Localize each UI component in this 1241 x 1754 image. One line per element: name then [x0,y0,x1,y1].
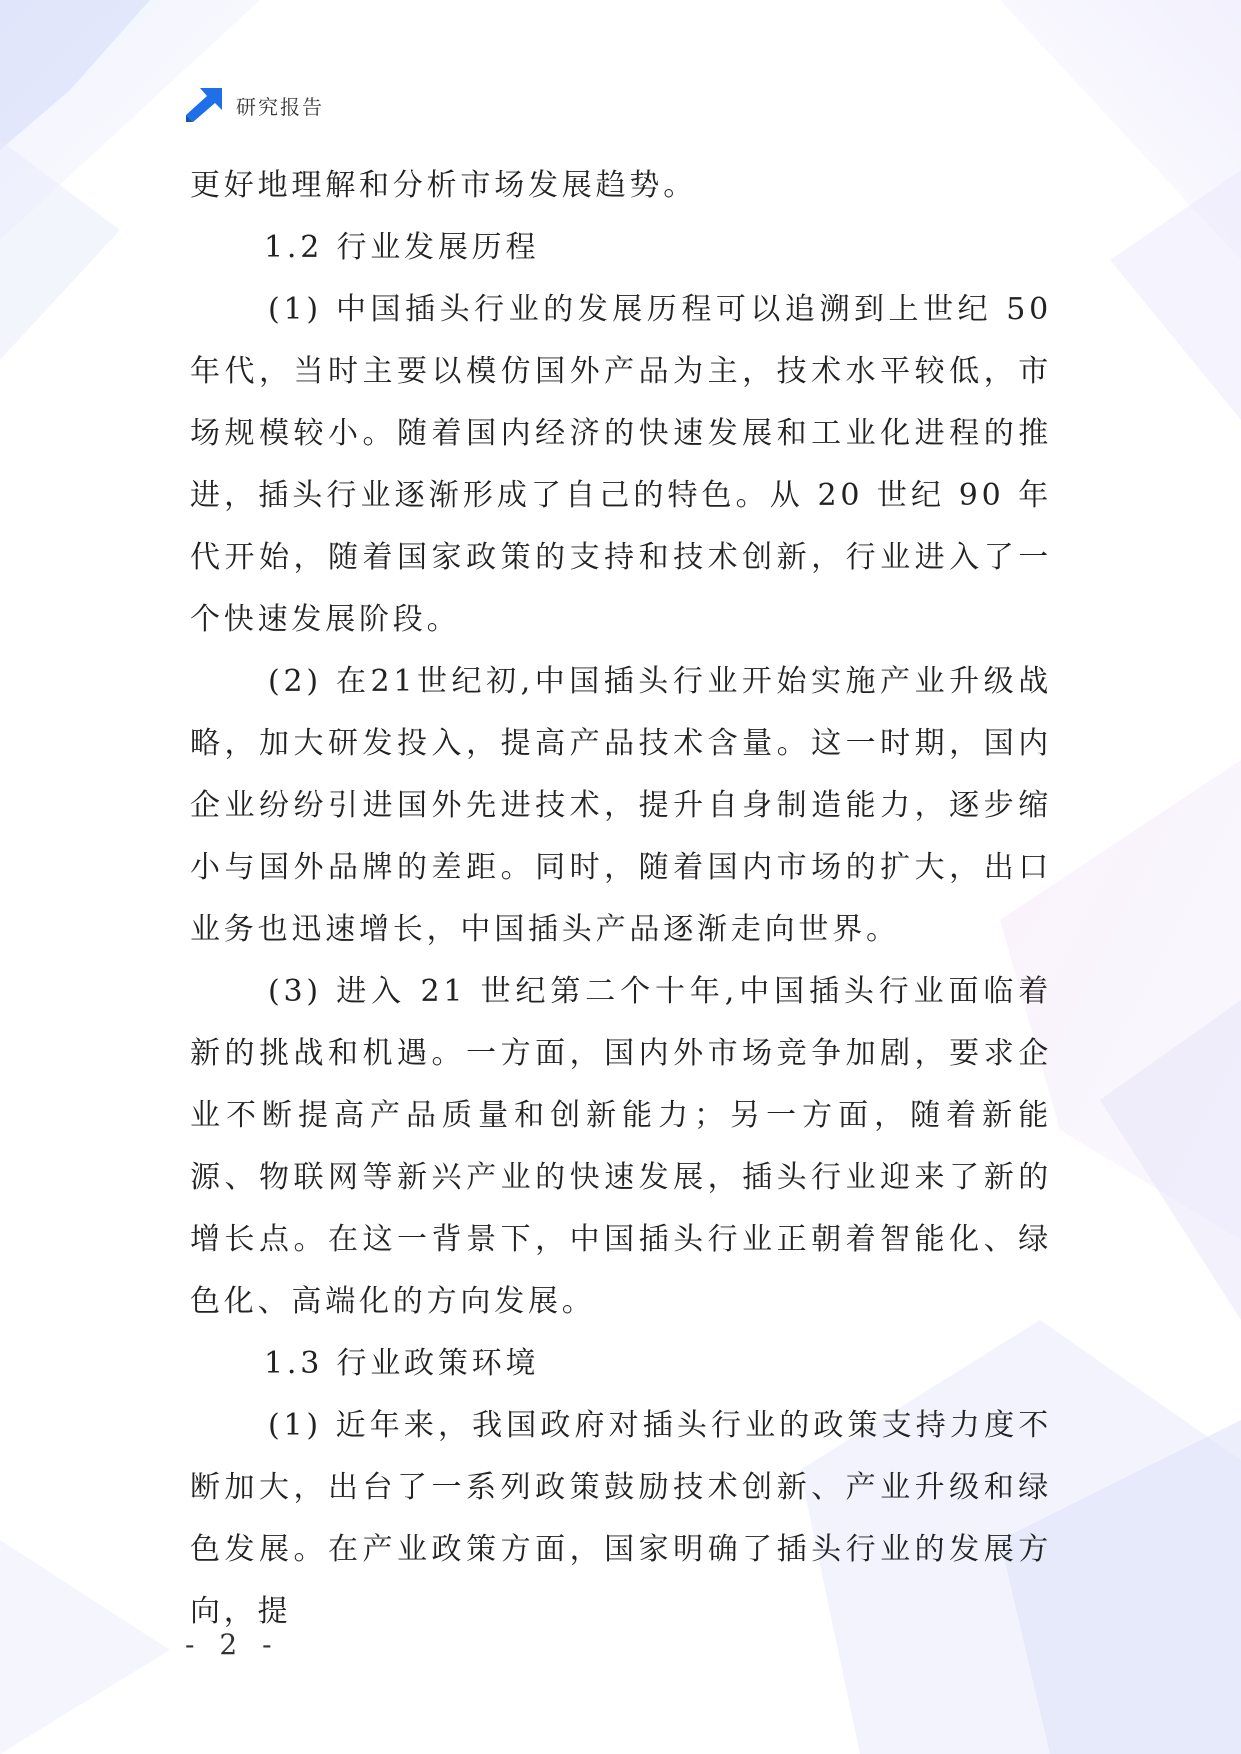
report-body [190,155,1052,1643]
header-title: 研究报告 [236,94,324,119]
paragraph: (3) 进入 21 世纪第二个十年,中国插头行业面临着新的挑战和机遇。一方面，国内外市场竞争加剧，要求企业不断提高产品质量和创新能力；另一方面，随着新能源、物联网等新兴产业的快速发展，插头行业迎来了新的增长点。在这一背景下，中国插头行业正朝着智能化、绿色化、高端化的方向发展。 [190,974,1052,1319]
section-heading-1-3: 1.3 行业政策环境 [264,1346,540,1381]
intro-continuation: 更好地理解和分析市场发展趋势。 [190,168,697,203]
section-heading-1-2: 1.2 行业发展历程 [264,230,540,265]
paragraph: (1) 近年来，我国政府对插头行业的政策支持力度不断加大，出台了一系列政策鼓励技术创新、产业升级和绿色发展。在产业政策方面，国家明确了插头行业的发展方向，提 [190,1408,1052,1629]
report-header [186,88,324,122]
arrow-up-right-icon [186,88,222,122]
paragraph: (1) 中国插头行业的发展历程可以追溯到上世纪 50 年代，当时主要以模仿国外产品为主，技术水平较低，市场规模较小。随着国内经济的快速发展和工业化进程的推进，插头行业逐渐形成了自己的特色。从 20 世纪 90 年代开始，随着国家政策的支持和技术创新，行业进入了一个快速发展阶段。 [190,292,1052,637]
paragraph: (2) 在21世纪初,中国插头行业开始实施产业升级战略，加大研发投入，提高产品技术含量。这一时期，国内企业纷纷引进国外先进技术，提升自身制造能力，逐步缩小与国外品牌的差距。同时，随着国内市场的扩大，出口业务也迅速增长，中国插头产品逐渐走向世界。 [190,664,1052,947]
page-number: - 2 - [185,1628,280,1661]
